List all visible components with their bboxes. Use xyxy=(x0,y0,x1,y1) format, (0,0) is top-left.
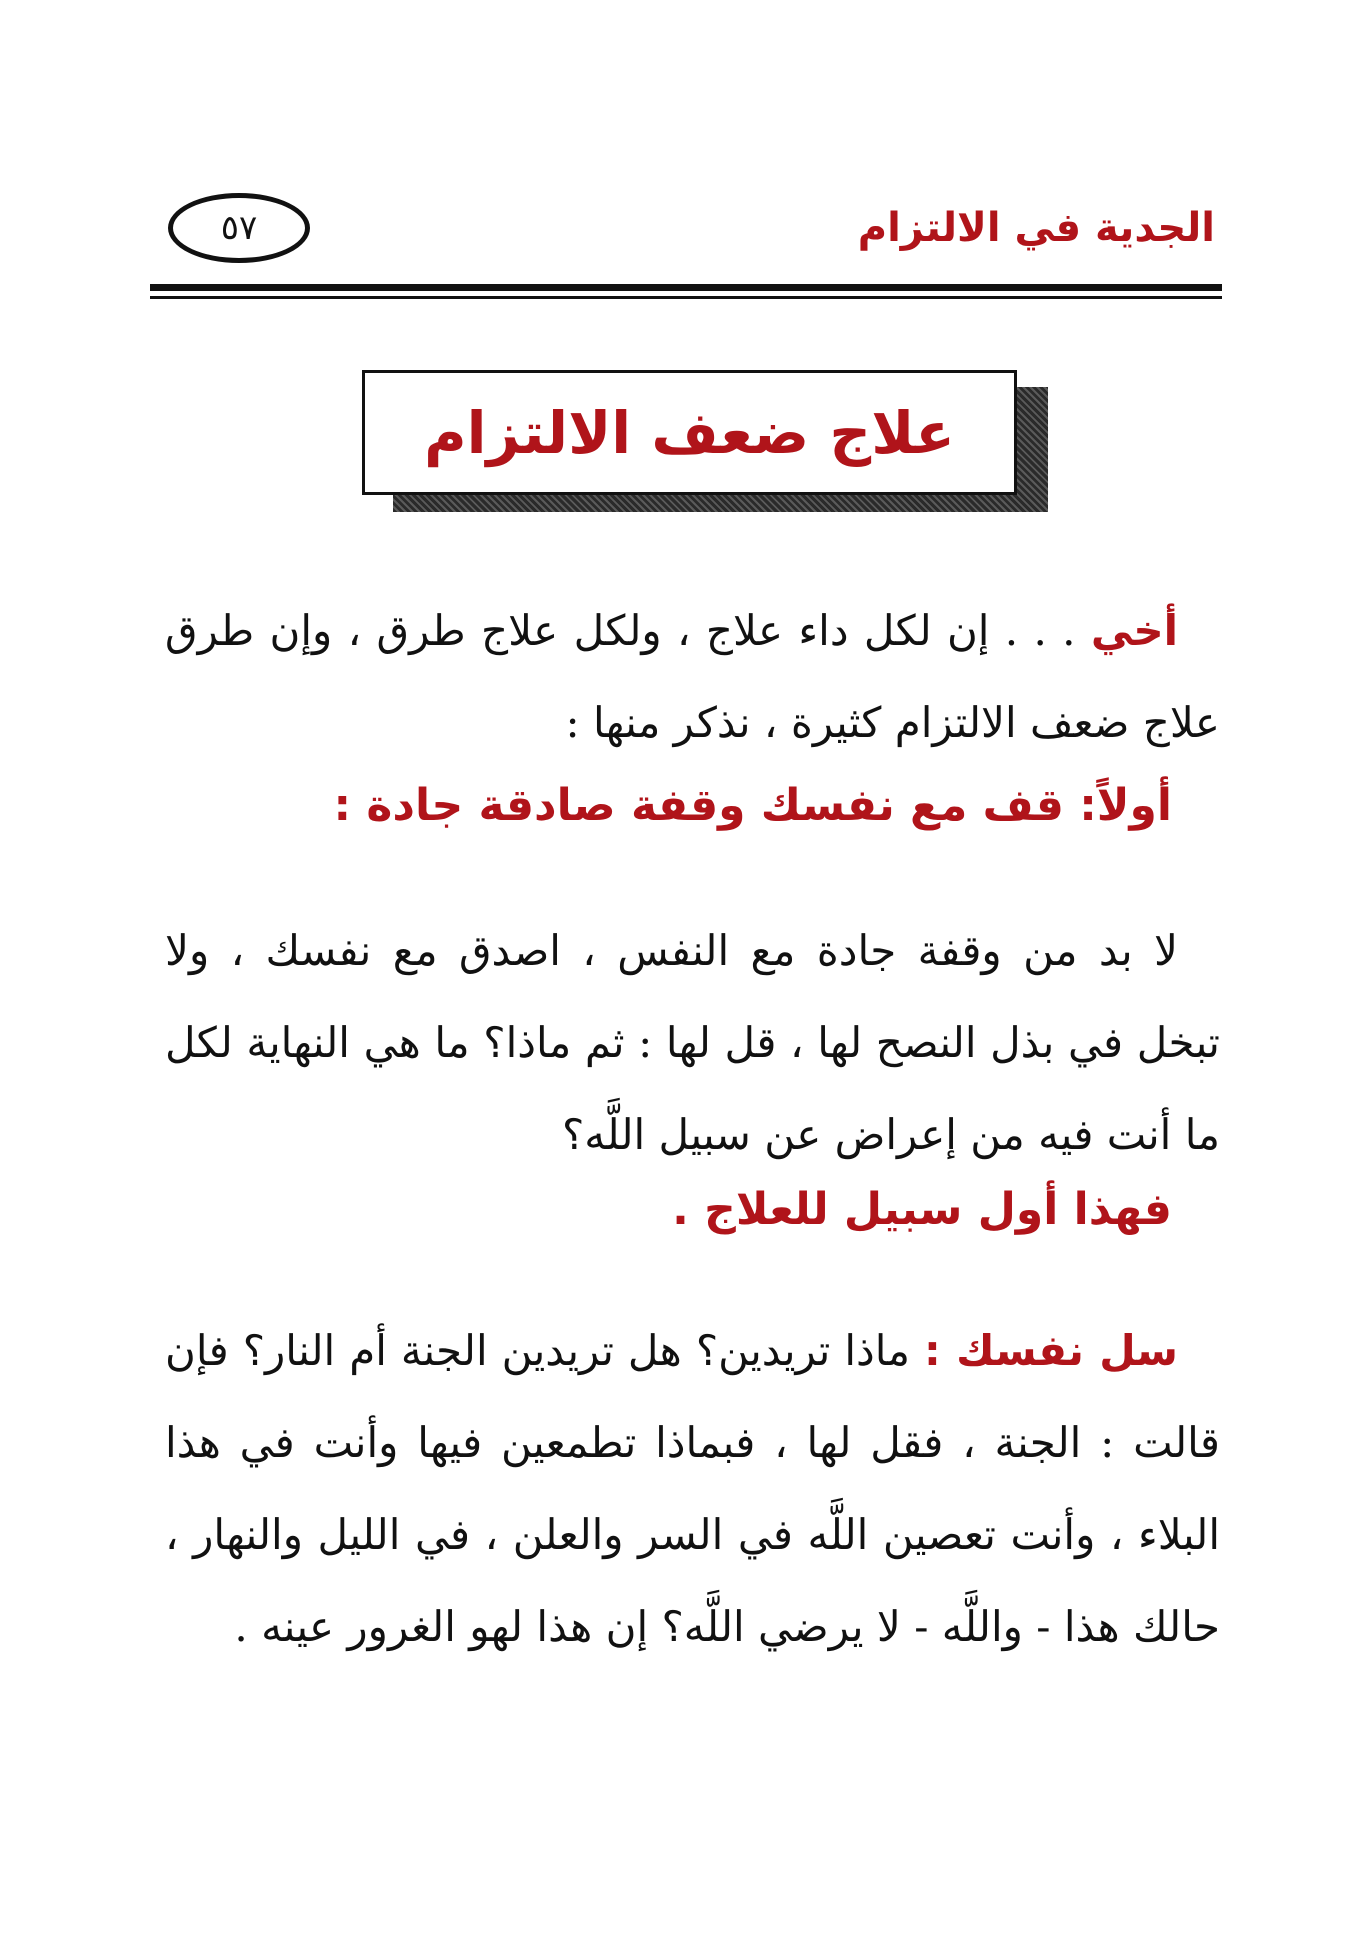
conclusion-heading: فهذا أول سبيل للعلاج . xyxy=(672,1184,1172,1235)
paragraph-2-text: ماذا تريدين؟ هل تريدين الجنة أم النار؟ فإن قالت : الجنة ، فقل لها ، فبماذا تطمعين فيها وأنت في هذا البلاء ، وأنت تعصين اللَّه في السر والعلن ، في الليل والنهار ، حالك هذا - واللَّه - لا يرضي اللَّه؟ إن هذا لهو الغرور عينه . xyxy=(165,1326,1220,1651)
paragraph-2-lead: سل نفسك : xyxy=(924,1326,1178,1375)
section-title: علاج ضعف الالتزام xyxy=(424,398,955,467)
intro-paragraph xyxy=(165,585,1220,769)
running-header-title: الجدية في الالتزام xyxy=(857,205,1215,251)
intro-text: . . . إن لكل داء علاج ، ولكل علاج طرق ، وإن طرق علاج ضعف الالتزام كثيرة ، نذكر منها : xyxy=(165,606,1220,747)
page-number: ٥٧ xyxy=(220,208,258,248)
section-title-box xyxy=(362,370,1017,495)
paragraph-2 xyxy=(165,1305,1220,1673)
page-number-oval xyxy=(168,193,310,263)
header-rule-thin xyxy=(150,296,1222,299)
intro-lead: أخي xyxy=(1090,606,1178,655)
paragraph-1: لا بد من وقفة جادة مع النفس ، اصدق مع نفسك ، ولا تبخل في بذل النصح لها ، قل لها : ثم ماذا؟ ما هي النهاية لكل ما أنت فيه من إعراض عن سبيل اللَّه؟ xyxy=(165,926,1220,1159)
header-rule-thick xyxy=(150,284,1222,291)
first-heading: أولاً: قف مع نفسك وقفة صادقة جادة : xyxy=(333,780,1172,831)
